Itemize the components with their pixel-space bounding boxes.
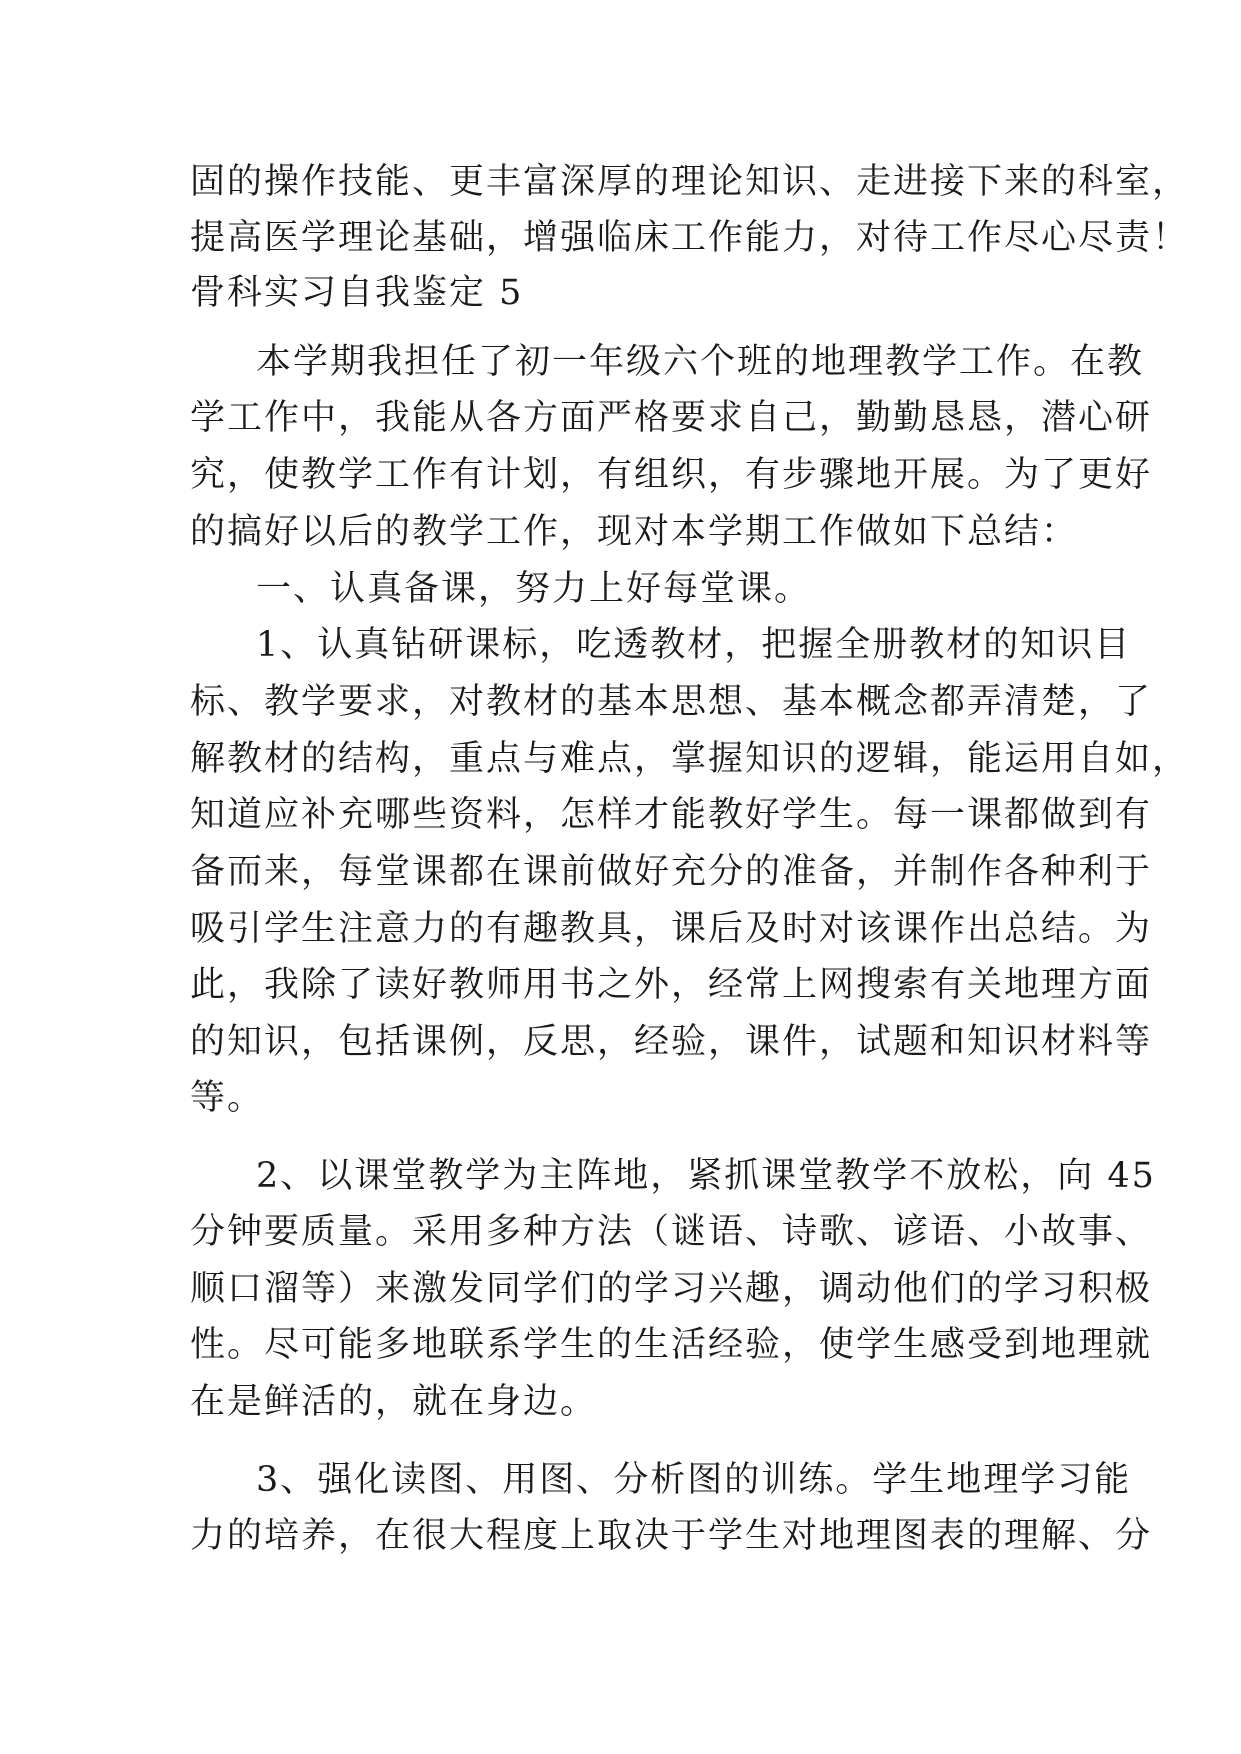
text-line: 解教材的结构，重点与难点，掌握知识的逻辑，能运用自如， xyxy=(190,739,1190,779)
text-line: 提高医学理论基础，增强临床工作能力，对待工作尽心尽责！ xyxy=(190,218,1190,258)
text-line: 学工作中，我能从各方面严格要求自己，勤勤恳恳，潜心研 xyxy=(190,398,1153,438)
paragraph-first-line: 3、强化读图、用图、分析图的训练。学生地理学习能 xyxy=(256,1460,1132,1500)
text-line: 吸引学生注意力的有趣教具，课后及时对该课作出总结。为 xyxy=(190,909,1153,949)
text-line: 顺口溜等）来激发同学们的学习兴趣，调动他们的学习积极 xyxy=(190,1269,1153,1309)
text-line: 备而来，每堂课都在课前做好充分的准备，并制作各种利于 xyxy=(190,852,1153,892)
subheading: 一、认真备课，努力上好每堂课。 xyxy=(256,569,812,609)
text-line: 的搞好以后的教学工作，现对本学期工作做如下总结： xyxy=(190,512,1079,552)
text-line: 等。 xyxy=(190,1078,265,1118)
text-line: 在是鲜活的，就在身边。 xyxy=(190,1382,598,1422)
text-line: 力的培养，在很大程度上取决于学生对地理图表的理解、分 xyxy=(190,1516,1153,1556)
text-line: 的知识，包括课例，反思，经验，课件，试题和知识材料等 xyxy=(190,1022,1153,1062)
section-heading: 骨科实习自我鉴定 5 xyxy=(190,273,524,313)
paragraph-first-line: 本学期我担任了初一年级六个班的地理教学工作。在教 xyxy=(256,342,1145,382)
text-line: 分钟要质量。采用多种方法（谜语、诗歌、谚语、小故事、 xyxy=(190,1212,1153,1252)
paragraph-first-line: 1、认真钻研课标，吃透教材，把握全册教材的知识目 xyxy=(256,625,1132,665)
text-line: 究，使教学工作有计划，有组织，有步骤地开展。为了更好 xyxy=(190,455,1153,495)
paragraph-first-line: 2、以课堂教学为主阵地，紧抓课堂教学不放松，向 45 xyxy=(256,1156,1156,1196)
text-line: 知道应补充哪些资料，怎样才能教好学生。每一课都做到有 xyxy=(190,795,1153,835)
text-line: 标、教学要求，对教材的基本思想、基本概念都弄清楚，了 xyxy=(190,682,1153,722)
text-line: 性。尽可能多地联系学生的生活经验，使学生感受到地理就 xyxy=(190,1325,1153,1365)
text-line: 固的操作技能、更丰富深厚的理论知识、走进接下来的科室， xyxy=(190,162,1190,202)
text-line: 此，我除了读好教师用书之外，经常上网搜索有关地理方面 xyxy=(190,965,1153,1005)
